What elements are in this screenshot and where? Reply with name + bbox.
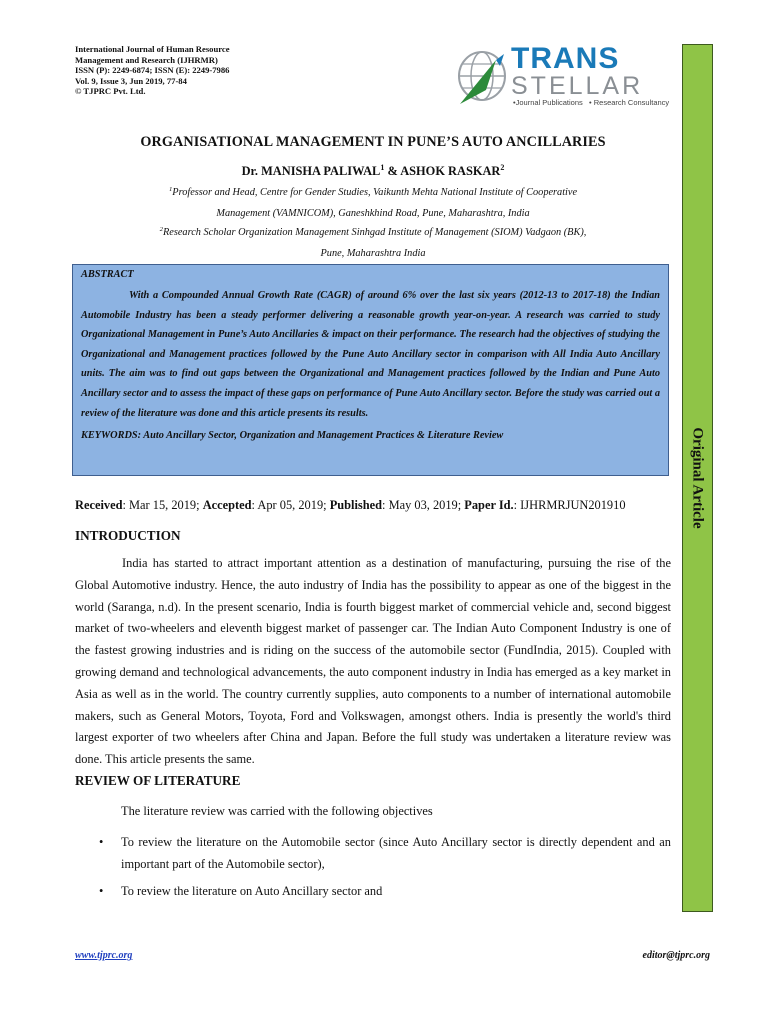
introduction-heading: INTRODUCTION [75, 528, 181, 543]
journal-copyright: © TJPRC Pvt. Ltd. [75, 86, 146, 97]
author-2: ASHOK RASKAR [400, 164, 501, 178]
logo-word-trans: TRANS [511, 42, 620, 75]
publication-dates [75, 498, 671, 513]
affiliation-2-line1: Research Scholar Organization Management Sinhgad Institute of Management (SIOM) Vadgaon (BK), [163, 227, 587, 238]
keywords-text: : Auto Ancillary Sector, Organization and Management Practices & Literature Review [137, 430, 504, 442]
abstract-box [72, 264, 669, 476]
affiliation-1 [75, 182, 671, 224]
journal-info [75, 44, 305, 97]
paper-authors [75, 164, 671, 179]
author-1: Dr. MANISHA PALIWAL [241, 164, 381, 178]
published-date: : May 03, 2019; [382, 498, 465, 512]
accepted-date: : Apr 05, 2019; [251, 498, 330, 512]
author-joiner: & [384, 164, 401, 178]
journal-name-line2: Management and Research (IJHRMR) [75, 54, 218, 65]
affiliation-1-line1: Professor and Head, Centre for Gender Studies, Vaikunth Mehta National Institute of Cooperative [172, 187, 578, 198]
journal-volume: Vol. 9, Issue 3, Jun 2019, 77-84 [75, 75, 187, 86]
paper-id-label: Paper Id. [464, 498, 514, 512]
original-article-label: Original Article [689, 427, 706, 529]
globe-icon [456, 46, 508, 108]
author-1-sup: 1 [380, 163, 385, 173]
bullet-marker: • [99, 835, 104, 849]
affiliation-1-sup: 1 [168, 185, 173, 193]
review-objective-1: To review the literature on the Automobile sector (since Auto Ancillary sector is directly dependent and an important part of the Automobile sector), [121, 835, 671, 871]
published-label: Published [329, 498, 383, 512]
affiliation-2-line2: Pune, Maharashtra India [320, 248, 426, 259]
affiliation-2-sup: 2 [159, 225, 163, 233]
logo-tag-research: • Research Consultancy [589, 98, 670, 107]
footer-email: editor@tjprc.org [642, 950, 710, 961]
abstract-text: With a Compounded Annual Growth Rate (CAGR) of around 6% over the last six years (2012-13 to 2017-18) the Indian Automobile Industry has been a steady performer delivering a reasonable growth year-on-year. A research was carried to study Organizational Management in Pune’s Auto Ancillaries & impact on their performance. The research had the objectives of studying the Organizational and Management practices followed by the Pune Auto Ancillary sector in comparison with All India Auto Ancillary units. The aim was to find out gaps between the Organizational and Management practices followed by the Indian and Pune Auto Ancillary sector and to assess the impact of these gaps on performance of Pune Auto Ancillary sector. Before the study was carried out a review of the literature was done and this article presents its results. [81, 290, 660, 419]
accepted-label: Accepted [202, 498, 252, 512]
review-heading: REVIEW OF LITERATURE [75, 773, 241, 788]
received-date: : Mar 15, 2019; [122, 498, 203, 512]
affiliation-2 [75, 222, 671, 264]
introduction-paragraph: India has started to attract important attention as a destination of manufacturing, pursuing the rise of the Global Automotive industry. Hence, the auto industry of India has the possibility to appear as one of the biggest in the world (Saranga, n.d). In the present scenario, India is fourth biggest market of commercial vehicle and, second biggest market of two-wheelers and eleventh biggest market of passenger car. The Indian Auto Component Industry is one of the fastest growing industries and is riding on the success of the automobile sector (FundIndia, 2015). Coupled with growing demand and technological advancements, the auto component industry in India has emerged as a key market in Asia as well as in the world. The country currently supplies, auto components to a number of international automobile makers, such as General Motors, Toyota, Ford and Volkswagen, amongst others. India is presently the world's third largest exporter of two wheelers after China and Japan. Before the full study was undertaken a literature review was done. This article presents the same. [75, 556, 671, 767]
review-intro: The literature review was carried with the following objectives [121, 804, 433, 818]
keywords [81, 426, 660, 445]
journal-issn: ISSN (P): 2249-6874; ISSN (E): 2249-7986 [75, 65, 230, 76]
affiliation-1-line2: Management (VAMNICOM), Ganeshkhind Road, Pune, Maharashtra, India [216, 208, 530, 219]
paper-id: : IJHRMRJUN201910 [513, 498, 626, 512]
keywords-label: KEYWORDS [81, 430, 138, 442]
logo-tag-journal: •Journal Publications [513, 98, 583, 107]
transstellar-logo [456, 42, 676, 112]
logo-word-stellar: STELLAR [511, 72, 644, 100]
paper-title: ORGANISATIONAL MANAGEMENT IN PUNE’S AUTO ANCILLARIES [140, 134, 606, 150]
bullet-marker: • [99, 884, 104, 898]
author-2-sup: 2 [500, 163, 505, 173]
review-objective-2: To review the literature on Auto Ancillary sector and [121, 884, 383, 898]
footer-website-link[interactable]: www.tjprc.org [75, 950, 133, 961]
logo-tagline [513, 98, 669, 107]
journal-name-line1: International Journal of Human Resource [75, 44, 230, 54]
received-label: Received [75, 498, 123, 512]
abstract-label: ABSTRACT [81, 269, 134, 280]
